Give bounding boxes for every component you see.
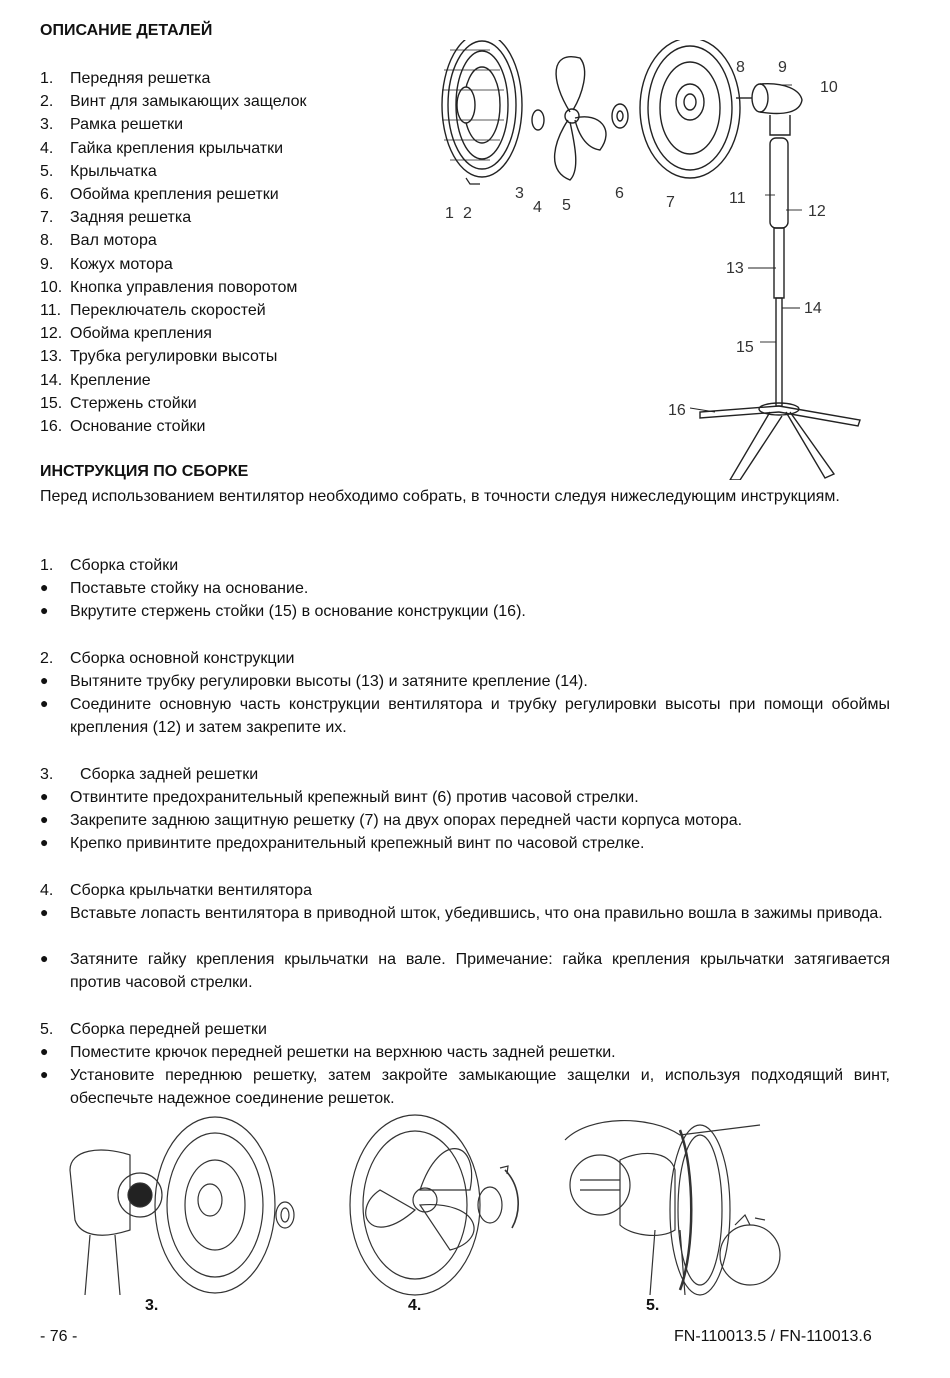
bullet: ● xyxy=(40,788,49,804)
section-1-text: Сборка стойки xyxy=(70,557,179,574)
figure-5-label: 5. xyxy=(646,1297,660,1314)
assembly-intro: Перед использованием вентилятор необходимо собрать, в точности следуя нижеследующим инструкциям. xyxy=(40,488,840,505)
parts-list-item-number: 5. xyxy=(40,162,54,180)
bullet: ● xyxy=(40,950,49,966)
diagram-label-5: 5 xyxy=(562,197,571,214)
fan-exploded-diagram xyxy=(430,40,900,480)
parts-list-item-number: 2. xyxy=(40,93,54,111)
parts-list-item-number: 14. xyxy=(40,371,63,389)
section-2-number: 2. xyxy=(40,650,54,667)
diagram-label-15: 15 xyxy=(736,339,754,356)
bullet: ● xyxy=(40,904,49,920)
diagram-label-16: 16 xyxy=(668,402,686,419)
section-1-number: 1. xyxy=(40,557,54,574)
parts-list-item-label: Кожух мотора xyxy=(70,255,173,273)
parts-list-item-label: Обойма крепления решетки xyxy=(70,186,279,203)
parts-list-item-number: 7. xyxy=(40,209,54,227)
diagram-label-7: 7 xyxy=(666,194,675,211)
parts-list-item-label: Крыльчатка xyxy=(70,162,157,180)
motor-drawing xyxy=(736,84,802,135)
diagram-label-14: 14 xyxy=(804,300,822,317)
parts-list-item-label: Передняя решетка xyxy=(70,70,211,87)
page-number: - 76 - xyxy=(40,1328,78,1345)
parts-list-item-label: Трубка регулировки высоты xyxy=(70,348,278,366)
parts-list-item-label: Основание стойки xyxy=(70,418,206,435)
parts-list-item-number: 12. xyxy=(40,325,63,343)
diagram-label-12: 12 xyxy=(808,203,826,220)
stand-drawing xyxy=(700,138,860,480)
parts-list-item-label: Стержень стойки xyxy=(70,394,197,412)
front-grille-drawing xyxy=(442,40,522,177)
diagram-label-2: 2 xyxy=(463,205,472,222)
figure-5-illustration xyxy=(560,1110,800,1300)
bullet: ● xyxy=(40,811,49,827)
figure-4-illustration xyxy=(340,1110,530,1300)
bullet: ● xyxy=(40,834,49,850)
diagram-label-11: 11 xyxy=(729,190,746,207)
section-3-bullet-2: Закрепите заднюю защитную решетку (7) на двух опорах передней части корпуса мотора. xyxy=(70,812,743,829)
section-4-text: Сборка крыльчатки вентилятора xyxy=(70,882,312,899)
section-2-bullet-2: Соедините основную часть конструкции вентилятора и трубку регулировки высоты при помощи обоймы крепления (12) и затем закрепите их. xyxy=(70,696,890,736)
rear-grille-drawing xyxy=(640,40,740,178)
model-number: FN-110013.5 / FN-110013.6 xyxy=(674,1328,872,1345)
parts-list-item-number: 4. xyxy=(40,139,54,157)
parts-list-item-label: Кнопка управления поворотом xyxy=(70,278,298,296)
section-5-number: 5. xyxy=(40,1021,54,1038)
assembly-heading: ИНСТРУКЦИЯ ПО СБОРКЕ xyxy=(40,463,249,480)
diagram-label-3: 3 xyxy=(515,185,524,202)
bullet: ● xyxy=(40,579,49,595)
section-1-bullet-2: Вкрутите стержень стойки (15) в основание конструкции (16). xyxy=(70,603,526,620)
diagram-label-4: 4 xyxy=(533,199,542,216)
diagram-label-8: 8 xyxy=(736,59,745,76)
figure-4-label: 4. xyxy=(408,1297,422,1314)
parts-list-item-number: 10. xyxy=(40,278,63,296)
parts-list-item-number: 15. xyxy=(40,394,63,412)
section-2-bullet-1: Вытяните трубку регулировки высоты (13) и затяните крепление (14). xyxy=(70,673,588,690)
parts-list-item-number: 16. xyxy=(40,418,63,435)
bullet: ● xyxy=(40,1043,49,1059)
parts-list-item-label: Обойма крепления xyxy=(70,325,212,343)
diagram-label-13: 13 xyxy=(726,260,744,277)
parts-list-item-number: 13. xyxy=(40,348,63,366)
diagram-label-6: 6 xyxy=(615,185,624,202)
section-5-bullet-1: Поместите крючок передней решетки на верхнюю часть задней решетки. xyxy=(70,1044,616,1061)
parts-list-item-label: Рамка решетки xyxy=(70,116,183,134)
parts-list-item-label: Вал мотора xyxy=(70,232,157,250)
parts-list-item-label: Винт для замыкающих защелок xyxy=(70,93,307,111)
figure-3-label: 3. xyxy=(145,1297,159,1314)
section-5-text: Сборка передней решетки xyxy=(70,1021,267,1038)
parts-list-item-label: Задняя решетка xyxy=(70,209,192,227)
section-3-bullet-1: Отвинтите предохранительный крепежный винт (6) против часовой стрелки. xyxy=(70,789,639,806)
bullet: ● xyxy=(40,695,49,711)
parts-list-item-label: Гайка крепления крыльчатки xyxy=(70,139,284,157)
section-1-bullet-1: Поставьте стойку на основание. xyxy=(70,580,309,597)
section-3-number: 3. xyxy=(40,766,54,783)
parts-list-item-number: 8. xyxy=(40,232,54,250)
section-4-bullet-2: Затяните гайку крепления крыльчатки на вале. Примечание: гайка крепления крыльчатки затягивается против часовой стрелки. xyxy=(70,951,890,991)
bullet: ● xyxy=(40,672,49,688)
diagram-label-1: 1 xyxy=(445,205,454,222)
section-5-bullet-2: Установите переднюю решетку, затем закройте замыкающие защелки и, используя подходящий винт, обеспечьте надежное соединение решеток. xyxy=(70,1067,890,1107)
section-4-number: 4. xyxy=(40,882,54,899)
bullet: ● xyxy=(40,1066,49,1082)
parts-list-item-number: 6. xyxy=(40,186,54,203)
section-3-text: Сборка задней решетки xyxy=(80,766,259,783)
parts-list-item-number: 9. xyxy=(40,255,54,273)
impeller-drawing xyxy=(555,57,606,180)
parts-list-item-number: 1. xyxy=(40,70,54,87)
parts-list-item-number: 11. xyxy=(40,302,62,319)
section-2-text: Сборка основной конструкции xyxy=(70,650,295,667)
section-4-bullet-1: Вставьте лопасть вентилятора в приводной шток, убедившись, что она правильно вошла в зажимы привода. xyxy=(70,905,883,922)
bullet: ● xyxy=(40,602,49,618)
diagram-label-10: 10 xyxy=(820,79,838,96)
figure-3-illustration xyxy=(60,1110,310,1300)
parts-list-item-label: Крепление xyxy=(70,371,151,389)
section-3-bullet-3: Крепко привинтите предохранительный крепежный винт по часовой стрелке. xyxy=(70,835,645,852)
diagram-label-9: 9 xyxy=(778,59,787,76)
parts-list-item-number: 3. xyxy=(40,116,54,134)
parts-heading: ОПИСАНИЕ ДЕТАЛЕЙ xyxy=(40,22,213,39)
parts-list-item-label: Переключатель скоростей xyxy=(70,302,266,319)
